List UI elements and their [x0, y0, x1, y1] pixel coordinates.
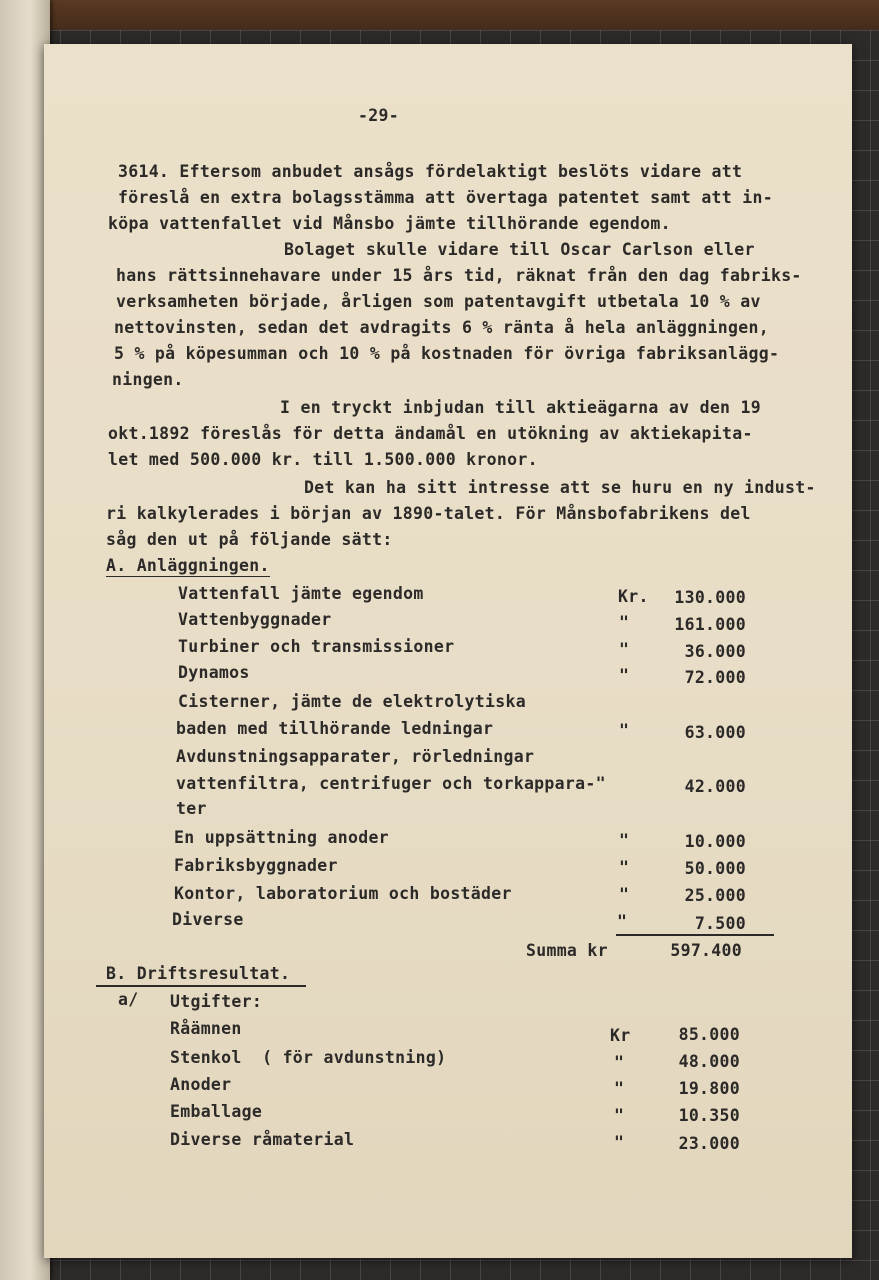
- item-desc: vattenfiltra, centrifuger och torkappara-": [176, 774, 606, 793]
- total-amount: 597.400: [670, 941, 742, 960]
- text-line: verksamheten började, årligen som patentavgift utbetala 10 % av: [116, 292, 761, 311]
- expense-desc: Råämnen: [170, 1019, 242, 1038]
- text-line: ningen.: [112, 370, 184, 389]
- expense-mark: ": [614, 1133, 625, 1152]
- sub-heading: Utgifter:: [170, 992, 263, 1011]
- expense-amount: 10.350: [678, 1106, 740, 1125]
- item-mark: ": [619, 885, 630, 904]
- heading-underline: [96, 985, 306, 987]
- item-desc: Cisterner, jämte de elektrolytiska: [178, 692, 526, 711]
- expense-desc: Emballage: [170, 1102, 263, 1121]
- item-amount: 42.000: [684, 777, 746, 796]
- expense-amount: 19.800: [678, 1079, 740, 1098]
- item-desc: Vattenbyggnader: [178, 610, 332, 629]
- text-line: hans rättsinnehavare under 15 års tid, räknat från den dag fabriks-: [116, 266, 802, 285]
- expense-desc: Stenkol ( för avdunstning): [170, 1048, 447, 1067]
- text-line: köpa vattenfallet vid Månsbo jämte tillhörande egendom.: [108, 214, 671, 233]
- item-desc: baden med tillhörande ledningar: [176, 719, 494, 738]
- item-desc: ter: [176, 799, 207, 818]
- item-mark: ": [619, 640, 630, 659]
- text-line: nettovinsten, sedan det avdragits 6 % ränta å hela anläggningen,: [114, 318, 769, 337]
- text-line: I en tryckt inbjudan till aktieägarna av den 19: [280, 398, 761, 417]
- item-desc: Kontor, laboratorium och bostäder: [174, 884, 512, 903]
- item-mark: ": [619, 613, 630, 632]
- item-amount: 25.000: [684, 886, 746, 905]
- text-line: ri kalkylerades i början av 1890-talet. För Månsbofabrikens del: [106, 504, 751, 523]
- item-amount: 130.000: [674, 588, 746, 607]
- expense-mark: ": [614, 1079, 625, 1098]
- expense-mark: Kr: [610, 1026, 631, 1045]
- item-amount: 36.000: [684, 642, 746, 661]
- text-line: okt.1892 föreslås för detta ändamål en utökning av aktiekapita-: [108, 424, 753, 443]
- expense-amount: 23.000: [678, 1134, 740, 1153]
- item-amount: 72.000: [684, 668, 746, 687]
- expense-amount: 85.000: [678, 1025, 740, 1044]
- item-amount: 161.000: [674, 615, 746, 634]
- text-line: föreslå en extra bolagsstämma att övertaga patentet samt att in-: [118, 188, 773, 207]
- text-line: let med 500.000 kr. till 1.500.000 kronor.: [108, 450, 538, 469]
- expense-desc: Diverse råmaterial: [170, 1130, 355, 1149]
- text-line: Det kan ha sitt intresse att se huru en ny indust-: [304, 478, 816, 497]
- sub-label: a/: [118, 990, 139, 1009]
- document-page: [44, 44, 852, 1258]
- item-desc: Turbiner och transmissioner: [178, 637, 455, 656]
- item-desc: Vattenfall jämte egendom: [178, 584, 424, 603]
- item-mark: ": [619, 858, 630, 877]
- item-amount: 7.500: [694, 914, 746, 933]
- item-desc: Avdunstningsapparater, rörledningar: [176, 747, 535, 766]
- item-mark: ": [619, 666, 630, 685]
- item-mark: ": [619, 721, 630, 740]
- text-line: 3614. Eftersom anbudet ansågs fördelaktigt beslöts vidare att: [118, 162, 743, 181]
- sum-rule: [616, 934, 774, 936]
- expense-mark: ": [614, 1053, 625, 1072]
- section-a-heading: A. Anläggningen.: [106, 556, 270, 575]
- item-desc: Fabriksbyggnader: [174, 856, 338, 875]
- expense-amount: 48.000: [678, 1052, 740, 1071]
- text-line: såg den ut på följande sätt:: [106, 530, 393, 549]
- item-amount: 63.000: [684, 723, 746, 742]
- facing-page-edge: [0, 0, 50, 1280]
- item-mark: ": [617, 912, 628, 931]
- page-number: -29-: [358, 106, 399, 125]
- item-mark: Kr.: [618, 587, 649, 606]
- text-line: 5 % på köpesumman och 10 % på kostnaden för övriga fabriksanlägg-: [114, 344, 780, 363]
- item-mark: ": [619, 831, 630, 850]
- section-b-heading: B. Driftsresultat.: [106, 964, 291, 983]
- item-desc: En uppsättning anoder: [174, 828, 389, 847]
- expense-desc: Anoder: [170, 1075, 232, 1094]
- item-desc: Diverse: [172, 910, 244, 929]
- item-desc: Dynamos: [178, 663, 250, 682]
- item-amount: 50.000: [684, 859, 746, 878]
- expense-mark: ": [614, 1106, 625, 1125]
- item-amount: 10.000: [684, 832, 746, 851]
- total-label: Summa kr: [526, 941, 608, 960]
- text-line: Bolaget skulle vidare till Oscar Carlson eller: [284, 240, 755, 259]
